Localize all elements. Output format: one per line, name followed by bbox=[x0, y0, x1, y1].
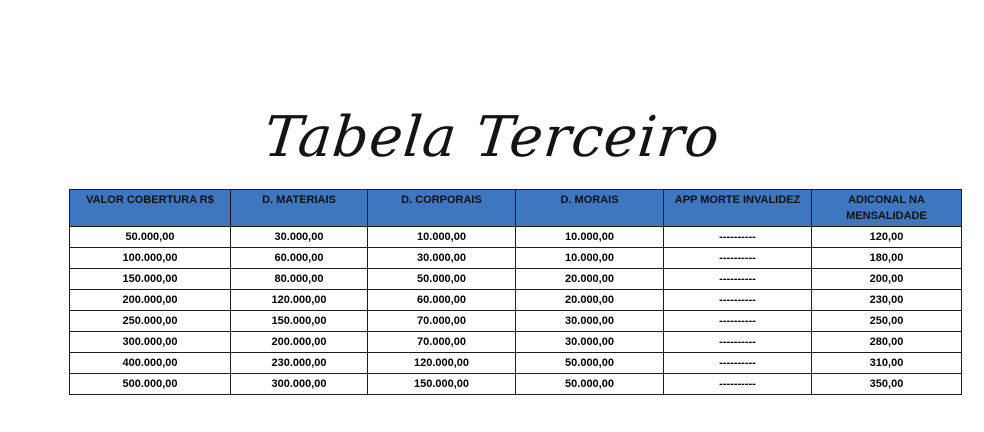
cell-adicional-mensalidade: 180,00 bbox=[812, 248, 962, 269]
cell-valor-cobertura: 200.000,00 bbox=[70, 290, 231, 311]
header-danos-materiais: D. MATERIAIS bbox=[231, 190, 368, 227]
cell-danos-corporais: 70.000,00 bbox=[368, 332, 516, 353]
cell-danos-corporais: 10.000,00 bbox=[368, 227, 516, 248]
cell-app-morte-invalidez: ---------- bbox=[664, 248, 812, 269]
cell-adicional-mensalidade: 280,00 bbox=[812, 332, 962, 353]
header-app-morte-invalidez: APP MORTE INVALIDEZ bbox=[664, 190, 812, 227]
cell-danos-corporais: 30.000,00 bbox=[368, 248, 516, 269]
cell-danos-materiais: 200.000,00 bbox=[231, 332, 368, 353]
cell-danos-corporais: 50.000,00 bbox=[368, 269, 516, 290]
cell-danos-materiais: 300.000,00 bbox=[231, 374, 368, 395]
table-row bbox=[70, 311, 962, 332]
cell-valor-cobertura: 400.000,00 bbox=[70, 353, 231, 374]
cell-app-morte-invalidez: ---------- bbox=[664, 227, 812, 248]
table-row bbox=[70, 374, 962, 395]
cell-valor-cobertura: 50.000,00 bbox=[70, 227, 231, 248]
cell-danos-morais: 50.000,00 bbox=[516, 374, 664, 395]
header-row bbox=[70, 190, 962, 227]
cell-danos-morais: 10.000,00 bbox=[516, 227, 664, 248]
cell-app-morte-invalidez: ---------- bbox=[664, 290, 812, 311]
cell-danos-corporais: 120.000,00 bbox=[368, 353, 516, 374]
cell-danos-materiais: 230.000,00 bbox=[231, 353, 368, 374]
cell-danos-corporais: 150.000,00 bbox=[368, 374, 516, 395]
cell-app-morte-invalidez: ---------- bbox=[664, 374, 812, 395]
cell-valor-cobertura: 150.000,00 bbox=[70, 269, 231, 290]
cell-valor-cobertura: 250.000,00 bbox=[70, 311, 231, 332]
table-row bbox=[70, 290, 962, 311]
cell-danos-materiais: 150.000,00 bbox=[231, 311, 368, 332]
cell-danos-morais: 30.000,00 bbox=[516, 311, 664, 332]
cell-valor-cobertura: 300.000,00 bbox=[70, 332, 231, 353]
cell-danos-materiais: 120.000,00 bbox=[231, 290, 368, 311]
header-danos-morais: D. MORAIS bbox=[516, 190, 664, 227]
cell-app-morte-invalidez: ---------- bbox=[664, 311, 812, 332]
cell-danos-morais: 30.000,00 bbox=[516, 332, 664, 353]
cell-adicional-mensalidade: 120,00 bbox=[812, 227, 962, 248]
cell-adicional-mensalidade: 200,00 bbox=[812, 269, 962, 290]
cell-danos-morais: 20.000,00 bbox=[516, 269, 664, 290]
table-row bbox=[70, 353, 962, 374]
header-danos-corporais: D. CORPORAIS bbox=[368, 190, 516, 227]
header-adicional-mensalidade: ADICONAL NA MENSALIDADE bbox=[812, 190, 962, 227]
cell-app-morte-invalidez: ---------- bbox=[664, 332, 812, 353]
cell-adicional-mensalidade: 310,00 bbox=[812, 353, 962, 374]
cell-adicional-mensalidade: 250,00 bbox=[812, 311, 962, 332]
table-row bbox=[70, 332, 962, 353]
cell-danos-morais: 10.000,00 bbox=[516, 248, 664, 269]
table-row bbox=[70, 269, 962, 290]
table-header bbox=[70, 190, 962, 227]
table-body bbox=[70, 227, 962, 395]
cell-app-morte-invalidez: ---------- bbox=[664, 353, 812, 374]
cell-valor-cobertura: 500.000,00 bbox=[70, 374, 231, 395]
cell-valor-cobertura: 100.000,00 bbox=[70, 248, 231, 269]
cell-danos-morais: 20.000,00 bbox=[516, 290, 664, 311]
table-row bbox=[70, 248, 962, 269]
page-title: Tabela Terceiro bbox=[260, 105, 724, 170]
coverage-table bbox=[69, 189, 962, 395]
cell-danos-materiais: 80.000,00 bbox=[231, 269, 368, 290]
cell-app-morte-invalidez: ---------- bbox=[664, 269, 812, 290]
cell-danos-corporais: 60.000,00 bbox=[368, 290, 516, 311]
cell-adicional-mensalidade: 350,00 bbox=[812, 374, 962, 395]
cell-danos-corporais: 70.000,00 bbox=[368, 311, 516, 332]
cell-danos-materiais: 60.000,00 bbox=[231, 248, 368, 269]
cell-danos-materiais: 30.000,00 bbox=[231, 227, 368, 248]
header-valor-cobertura: VALOR COBERTURA R$ bbox=[70, 190, 231, 227]
cell-adicional-mensalidade: 230,00 bbox=[812, 290, 962, 311]
cell-danos-morais: 50.000,00 bbox=[516, 353, 664, 374]
table-row bbox=[70, 227, 962, 248]
